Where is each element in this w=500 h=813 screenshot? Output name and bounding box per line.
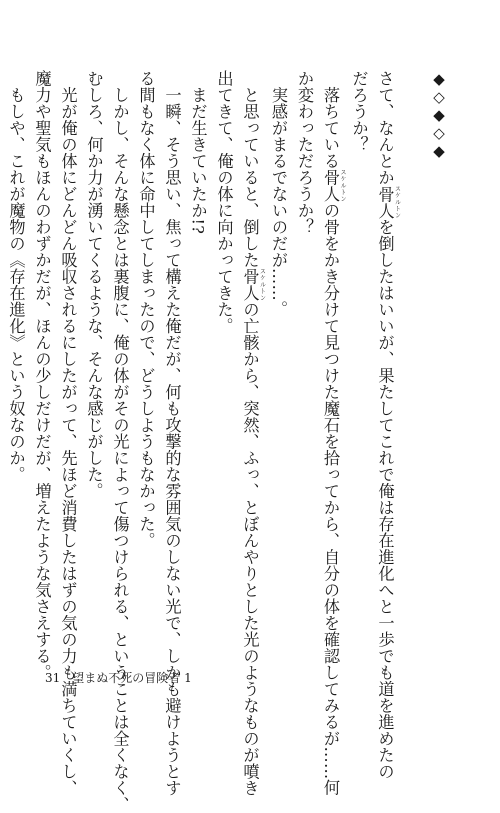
text-line	[0, 70, 3, 670]
ruby-base: 骨人	[321, 169, 340, 202]
text-line	[211, 70, 237, 670]
text-segment: しかし、そんな懸念とは裏腹に、俺の体がその光によって傷つけられる、ということは全くなく、	[110, 70, 130, 813]
text-line	[237, 70, 266, 796]
text-segment: もしや、これが魔物の《存在進化》という奴なのか。	[6, 70, 26, 483]
book-title: 望まぬ不死の冒険者 1	[72, 671, 192, 685]
text-segment: 実感がまるでないのだが……。	[269, 70, 288, 318]
text-segment: 一瞬、そう思い、焦って構えた俺だが、何も攻撃的な雰囲気のしない光で、しかも避けようとす	[162, 70, 182, 796]
text-line	[107, 70, 133, 813]
text-line	[81, 70, 107, 670]
text-line	[3, 70, 29, 670]
text-segment: を倒したはいいが、果たしてこれで俺は存在進化へと一歩でも道を進めたの	[375, 218, 395, 780]
ruby-word	[321, 169, 346, 202]
text-segment: 出てきて、俺の体に向かってきた。	[214, 70, 234, 334]
text-segment: だろうか？	[349, 70, 369, 153]
text-line	[133, 70, 159, 670]
text-line	[346, 70, 372, 670]
page-footer	[45, 669, 192, 686]
ruby-word	[240, 268, 266, 301]
text-segment: 光が俺の体にどんどん吸収されるにしたがって、先ほど消費したはずの気の力も満ちていくし、	[58, 70, 78, 796]
text-segment: さて、なんとか	[375, 70, 395, 186]
text-line	[372, 70, 401, 780]
text-line	[29, 70, 55, 681]
ruby-reading: スケルトン	[339, 169, 346, 202]
text-line	[317, 70, 346, 796]
text-segment: る間もなく体に命中してしまったので、どうしようもなかった。	[136, 70, 156, 549]
text-line	[159, 70, 185, 796]
ruby-reading: スケルトン	[393, 185, 401, 219]
scene-break-marks: ◆◇◆◇◆	[430, 70, 448, 160]
ruby-base: 骨人	[375, 185, 395, 219]
text-segment: と思っていると、倒した	[240, 70, 260, 268]
text-line	[291, 70, 317, 670]
ruby-word	[375, 185, 401, 219]
text-segment: むしろ、何か力が湧いてくるような、そんな感じがした。	[84, 70, 104, 499]
text-segment: まだ生きていたか!?	[188, 70, 208, 235]
text-line	[55, 70, 81, 796]
text-segment: の骨をかき分けて見つけた魔石を拾ってから、自分の体を確認してみるが……何	[321, 202, 340, 796]
ruby-reading: スケルトン	[258, 268, 266, 301]
text-segment: 落ちている	[321, 70, 340, 169]
text-segment: の亡骸から、突然、ふっ、とぼんやりとした光のようなものが噴き	[240, 301, 260, 796]
blank-line	[400, 70, 426, 670]
text-line	[185, 70, 211, 670]
page-number: 31	[45, 671, 61, 685]
text-segment: か変わっただろうか？	[295, 70, 314, 235]
text-segment: 魔力や聖気もほんのわずかだが、ほんの少しだけだが、増えたような気さえする。	[32, 70, 52, 681]
ruby-base: 骨人	[240, 268, 260, 301]
text-line	[265, 70, 291, 670]
